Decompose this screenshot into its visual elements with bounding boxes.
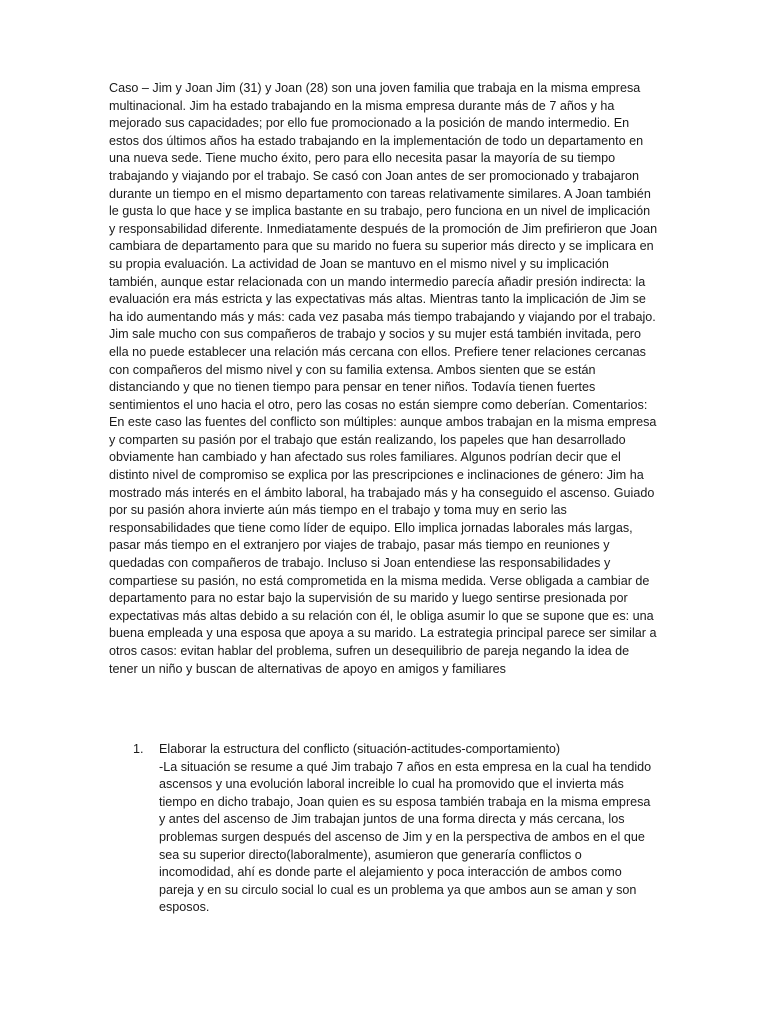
list-item-title: Elaborar la estructura del conflicto (situación-actitudes-comportamiento) — [159, 742, 561, 756]
list-item-body: -La situación se resume a qué Jim trabajo 7 años en esta empresa en la cual ha tendido ascensos y una evolución laboral increible lo cual ha promovido que el invierta más tiempo en dicho trabajo, Joan quien es su esposa también trabaja en la misma empresa y antes del ascenso de Jim trabajan juntos de una forma directa y más cercana, los problemas surgen después del ascenso de Jim y en la perspectiva de ambos en el que sea su superior directo(laboralmente), asumieron que generaría conflictos o incomodidad, ahí es donde parte el alejamiento y poca interacción de ambos como pareja y en su circulo social lo cual es un problema ya que ambos aun se aman y son esposos. — [159, 759, 652, 915]
numbered-list — [109, 741, 659, 917]
list-item-number: 1. — [133, 742, 144, 756]
case-paragraph: Caso – Jim y Joan Jim (31) y Joan (28) son una joven familia que trabaja en la misma empresa multinacional. Jim ha estado trabajando en la misma empresa durante más de 7 años y ha mejorado sus capacidades; por ello fue promocionado a la posición de mando intermedio. En estos dos últimos años ha estado trabajando en la implementación de todo un departamento en una nueva sede. Tiene mucho éxito, pero para ello necesita pasar la mayoría de su tiempo trabajando y viajando por el trabajo. Se casó con Joan antes de ser promocionado y trabajaron durante un tiempo en el mismo departamento con tareas relativamente similares. A Joan también le gusta lo que hace y se implica bastante en su trabajo, pero funciona en un nivel de implicación y responsabilidad diferente. Inmediatamente después de la promoción de Jim prefirieron que Joan cambiara de departamento para que su marido no fuera su superior más directo y se implicara en su propia evaluación. La actividad de Joan se mantuvo en el mismo nivel y su implicación también, aunque estar relacionada con un mando intermedio parecía añadir presión indirecta: la evaluación era más estricta y las expectativas más altas. Mientras tanto la implicación de Jim se ha ido aumentando más y más: cada vez pasaba más tiempo trabajando y viajando por el trabajo. Jim sale mucho con sus compañeros de trabajo y socios y su mujer está también invitada, pero ella no puede establecer una relación más cercana con ellos. Prefiere tener relaciones cercanas con compañeros del mismo nivel y con su familia extensa. Ambos sienten que se están distanciando y que no tienen tiempo para pensar en tener niños. Todavía tienen fuertes sentimientos el uno hacia el otro, pero las cosas no están siempre como deberían. Comentarios: En este caso las fuentes del conflicto son múltiples: aunque ambos trabajan en la misma empresa y comparten su pasión por el trabajo que están realizando, los papeles que han desarrollado obviamente han cambiado y han afectado sus roles familiares. Algunos podrían decir que el distinto nivel de compromiso se explica por las prescripciones e inclinaciones de género: Jim ha mostrado más interés en el ámbito laboral, ha trabajado más y ha conseguido el ascenso. Guiado por su pasión ahora invierte aún más tiempo en el trabajo y toma muy en serio las responsabilidades que tiene como líder de equipo. Ello implica jornadas laborales más largas, pasar más tiempo en el extranjero por viajes de trabajo, pasar más tiempo en reuniones y quedadas con compañeros de trabajo. Incluso si Joan entendiese las responsabilidades y compartiese su pasión, no está comprometida en la misma medida. Verse obligada a cambiar de departamento para no estar bajo la supervisión de su marido y luego sentirse presionada por expectativas más altas debido a su relación con él, le obliga asumir lo que se supone que es: una buena empleada y una esposa que apoya a su marido. La estrategia principal parece ser similar a otros casos: evitan hablar del problema, sufren un desequilibrio de pareja negando la idea de tener un niño y buscan de alternativas de apoyo en amigos y familiares — [109, 81, 658, 676]
list-item — [109, 741, 659, 917]
